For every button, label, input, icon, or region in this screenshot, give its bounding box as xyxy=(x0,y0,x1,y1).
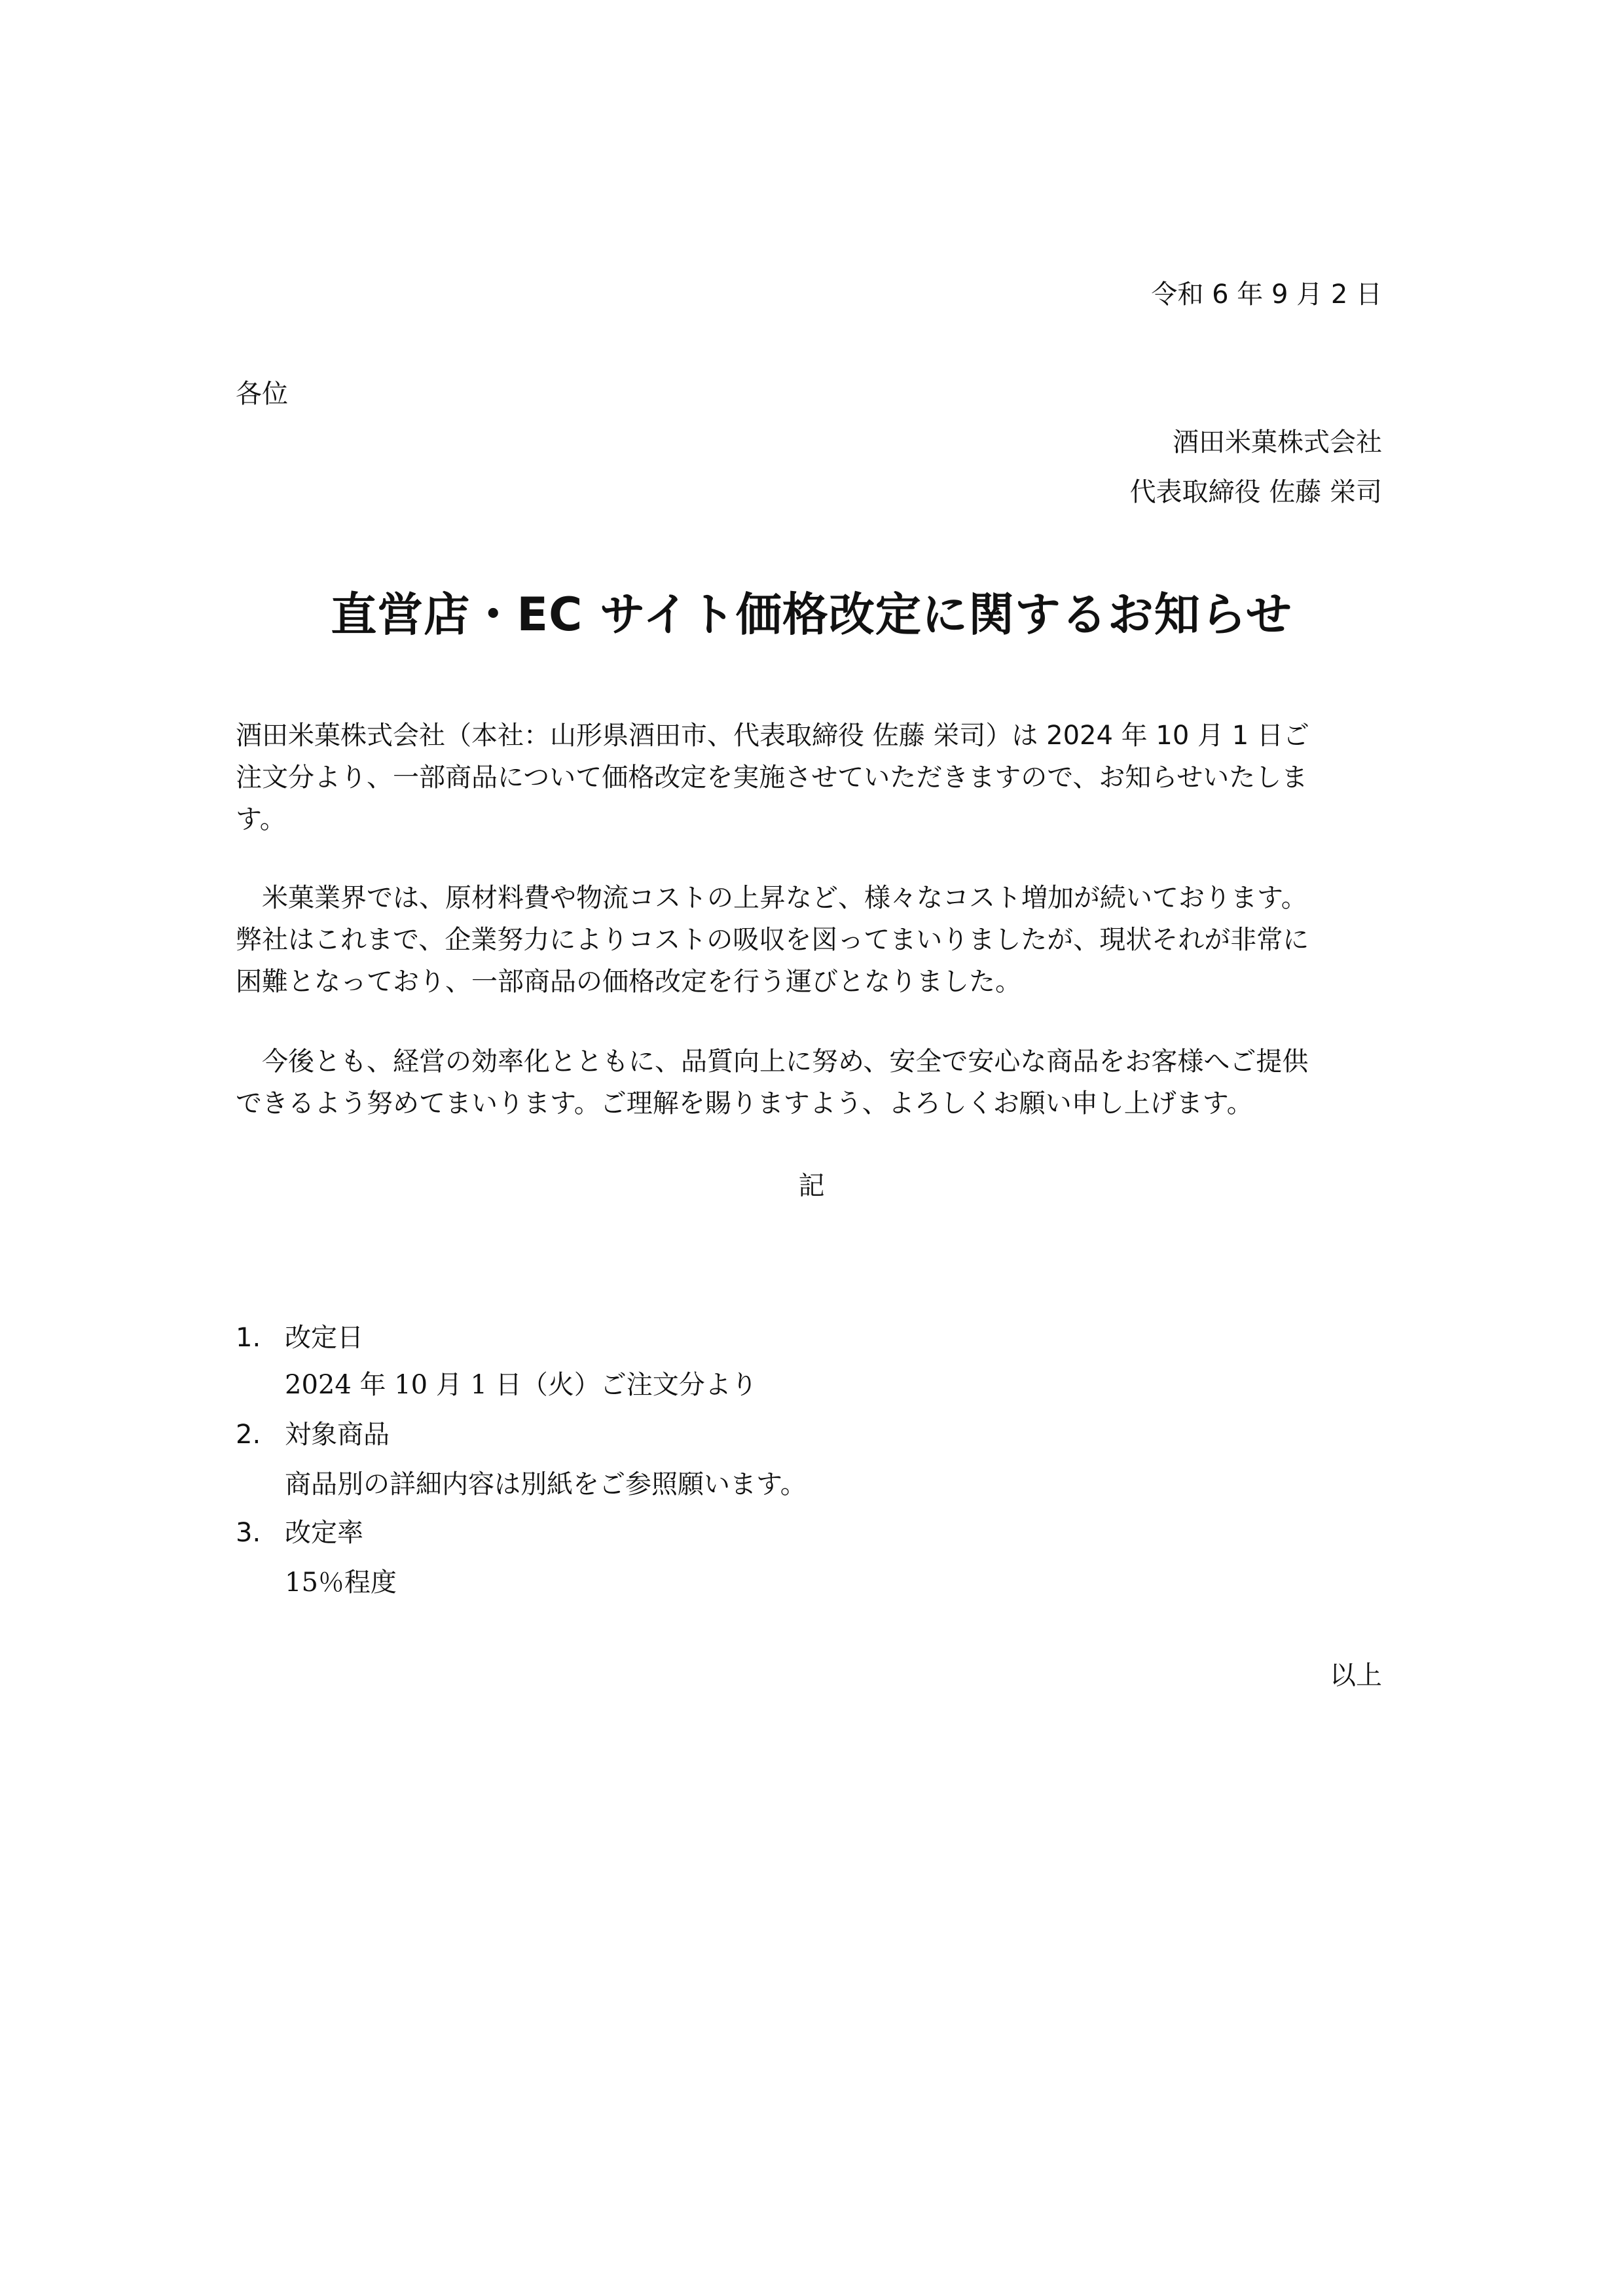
item-detail: 2024 年 10 月 1 日（火）ご注文分より xyxy=(285,1370,757,1400)
paragraph-line: 困難となっており、一部商品の価格改定を行う運びとなりました。 xyxy=(236,967,1021,997)
item-detail: 15％程度 xyxy=(285,1568,397,1598)
item-heading: 改定率 xyxy=(285,1518,363,1548)
item-number: 1. xyxy=(236,1323,261,1353)
paragraph-line: 注文分より、一部商品について価格改定を実施させていただきますので、お知らせいたしま xyxy=(236,762,1308,793)
item-heading: 対象商品 xyxy=(285,1420,390,1450)
item-detail: 商品別の詳細内容は別紙をご参照願います。 xyxy=(285,1469,807,1499)
paragraph-line: 酒田米菓株式会社（本社：山形県酒田市、代表取締役 佐藤 栄司）は 2024 年 10 月 1 日ご xyxy=(236,721,1309,751)
addressee: 各位 xyxy=(236,379,288,409)
paragraph-line: す。 xyxy=(236,804,286,834)
paragraph-line: 米菓業界では、原材料費や物流コストの上昇など、様々なコスト増加が続いております。 xyxy=(236,883,1307,913)
sender-representative: 代表取締役 佐藤 栄司 xyxy=(1129,477,1382,507)
paragraph-line: 今後とも、経営の効率化とともに、品質向上に努め、安全で安心な商品をお客様へご提供 xyxy=(236,1047,1309,1077)
closing-ijou: 以上 xyxy=(1330,1660,1382,1691)
page-title: 直営店・EC サイト価格改定に関するお知らせ xyxy=(331,588,1292,641)
ki-heading: 記 xyxy=(798,1171,825,1201)
document-date: 令和 6 年 9 月 2 日 xyxy=(1151,279,1382,310)
paragraph-line: 弊社はこれまで、企業努力によりコストの吸収を図ってまいりましたが、現状それが非常に xyxy=(236,925,1309,955)
item-number: 3. xyxy=(236,1518,261,1548)
sender-company: 酒田米菓株式会社 xyxy=(1173,427,1382,457)
item-number: 2. xyxy=(236,1420,261,1450)
paragraph-line: できるよう努めてまいります。ご理解を賜りますよう、よろしくお願い申し上げます。 xyxy=(236,1088,1253,1119)
item-heading: 改定日 xyxy=(285,1323,363,1353)
